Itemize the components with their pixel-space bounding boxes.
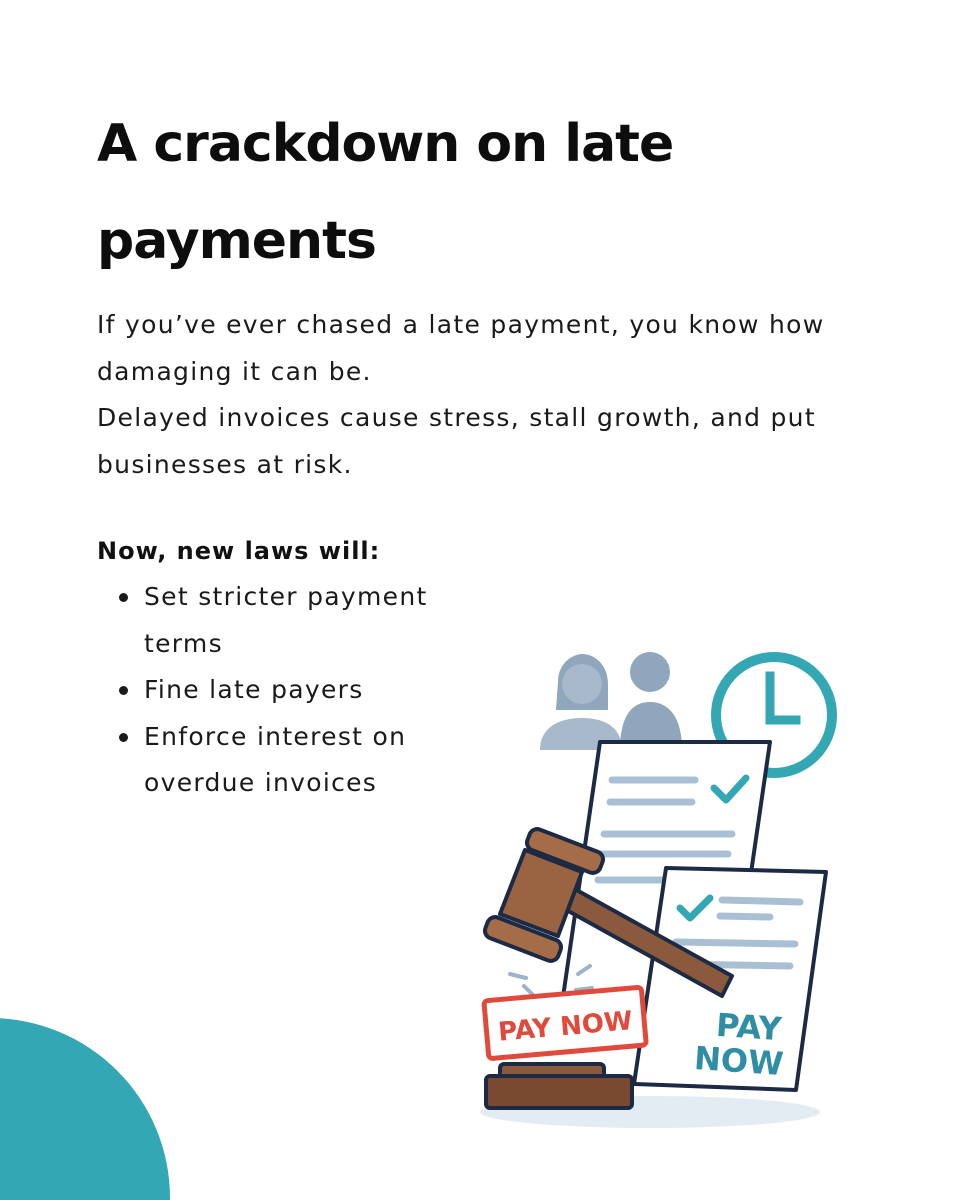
list-item	[117, 574, 447, 667]
bullet-icon	[119, 733, 128, 742]
late-payment-illustration	[470, 640, 850, 1140]
intro-paragraph	[97, 302, 897, 488]
document-pay-text: PAY	[714, 1005, 783, 1049]
list-item-text: Fine late payers	[144, 675, 364, 704]
list-item	[117, 667, 447, 714]
people-icon	[540, 652, 682, 750]
list-item	[117, 714, 447, 807]
stamp-text: PAY NOW	[497, 1006, 634, 1048]
intro-line-1: If you’ve ever chased a late payment, you know how damaging it can be.	[97, 310, 825, 386]
gavel-block	[486, 1064, 632, 1108]
document-now-text: NOW	[692, 1038, 785, 1084]
list-item-text: Set stricter payment terms	[144, 582, 428, 658]
laws-heading: Now, new laws will:	[97, 537, 381, 565]
bullet-icon	[119, 593, 128, 602]
list-item-text: Enforce interest on overdue invoices	[144, 721, 407, 797]
intro-line-2: Delayed invoices cause stress, stall growth, and put businesses at risk.	[97, 403, 816, 479]
page-title: A crackdown on late payments	[97, 114, 674, 271]
pay-now-stamp	[484, 987, 646, 1059]
bullet-icon	[119, 686, 128, 695]
corner-decoration-circle	[0, 1018, 170, 1200]
laws-list	[117, 574, 447, 807]
